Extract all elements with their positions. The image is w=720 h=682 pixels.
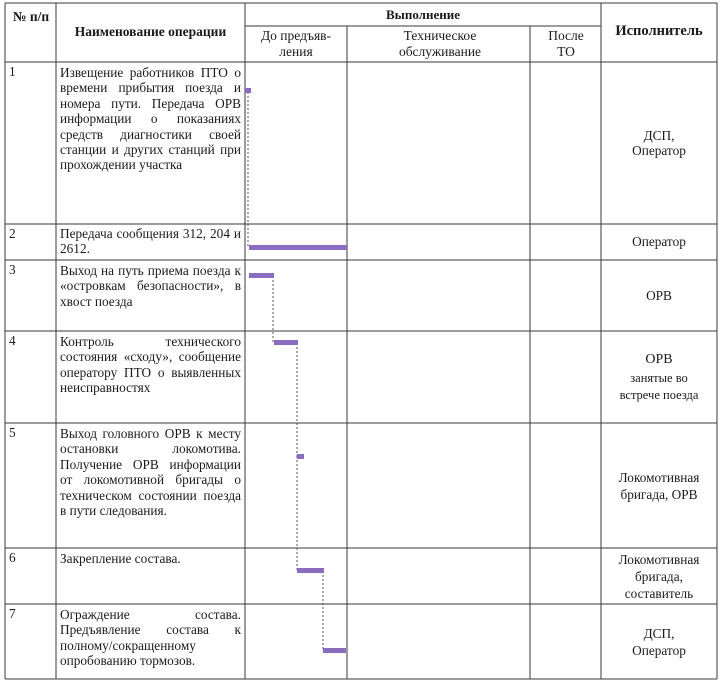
row-1-operation [56,65,245,173]
row-6-operation [56,551,245,566]
row-7-operation [56,607,245,669]
header-after [538,28,594,60]
executor-line: ДСП, [643,625,675,641]
header-before-label: До предъяв-ления [260,28,332,59]
gantt-bars [245,88,347,653]
row-3-num [6,262,56,277]
header-maintenance [385,28,495,60]
row-operation-label: Контроль технического состояния «сходу», сообщение оператору ПТО о выявленных неисправностях [60,334,241,396]
row-4-executor [601,331,717,423]
row-5-executor [601,423,717,548]
row-6-executor [601,548,717,604]
header-after-label: После ТО [548,28,584,59]
header-maintenance-label: Техническое обслуживание [398,28,482,59]
gantt-connectors [248,92,323,651]
executor-line: ОРВ [645,352,673,368]
row-7-executor [601,604,717,679]
executor-line: Оператор [632,642,686,658]
row-2-num [6,226,56,241]
row-4-operation [56,334,245,396]
row-6-num [6,550,56,565]
executor-line: занятые во встрече поезда [619,370,699,402]
executor-line: Оператор [632,143,686,158]
gantt-bar-3 [249,273,274,278]
row-num-label: 7 [9,606,16,621]
executor-line: составитель [624,585,694,601]
row-4-num [6,333,56,348]
row-3-operation [56,263,245,309]
header-before [247,28,345,60]
header-operation-label: Наименование операции [74,24,227,39]
row-operation-label: Выход головного ОРВ к месту остановки локомотива. Получение ОРВ информации от локомотивной бригады о техническом состоянии поезда в пути следования. [60,426,241,519]
row-operation-label: Выход на путь приема поезда к «островкам безопасности», в хвост поезда [60,263,241,309]
executor-line: ОРВ [646,287,672,303]
row-num-label: 5 [9,425,16,440]
row-num-label: 2 [9,226,16,241]
header-executor [601,24,717,39]
row-num-label: 1 [9,64,16,79]
row-operation-label: Передача сообщения 312, 204 и 2612. [60,226,241,257]
gantt-bar-7 [323,648,346,653]
header-num [6,8,56,25]
row-1-executor [601,62,717,224]
executor-line: Оператор [632,234,686,250]
executor-line: Локомотивная бригада, ОРВ [618,469,700,502]
row-2-operation [56,226,245,257]
row-5-num [6,425,56,440]
gantt-bar-2 [249,245,347,250]
gantt-bar-5 [297,454,304,459]
row-operation-label: Ограждение состава. Предъявление состава к полному/сокращенному опробованию тормозов. [60,607,241,669]
executor-line: Локомотивная [618,551,700,567]
header-execution-label: Выполнение [386,7,460,22]
row-2-executor [601,224,717,260]
header-operation [56,24,245,39]
row-7-num [6,606,56,621]
row-num-label: 4 [9,333,16,348]
executor-line: бригада, [635,568,683,584]
row-3-executor [601,260,717,331]
row-num-label: 6 [9,550,16,565]
gantt-bar-4 [274,340,298,345]
gantt-bar-1 [245,88,251,93]
header-num-label: № п/п [12,9,50,24]
gantt-bar-6 [297,568,324,573]
executor-line: ДСП, [643,127,675,143]
header-executor-label: Исполнитель [615,23,703,39]
row-1-num [6,64,56,79]
row-operation-label: Закрепление состава. [60,551,181,566]
header-execution [245,7,601,22]
row-operation-label: Извещение работников ПТО о времени прибытия поезда и номера пути. Передача ОРВ информации о показаниях средств диагностики своей станции и других станций при прохождении участка [60,65,241,173]
row-5-operation [56,426,245,518]
row-num-label: 3 [9,262,16,277]
